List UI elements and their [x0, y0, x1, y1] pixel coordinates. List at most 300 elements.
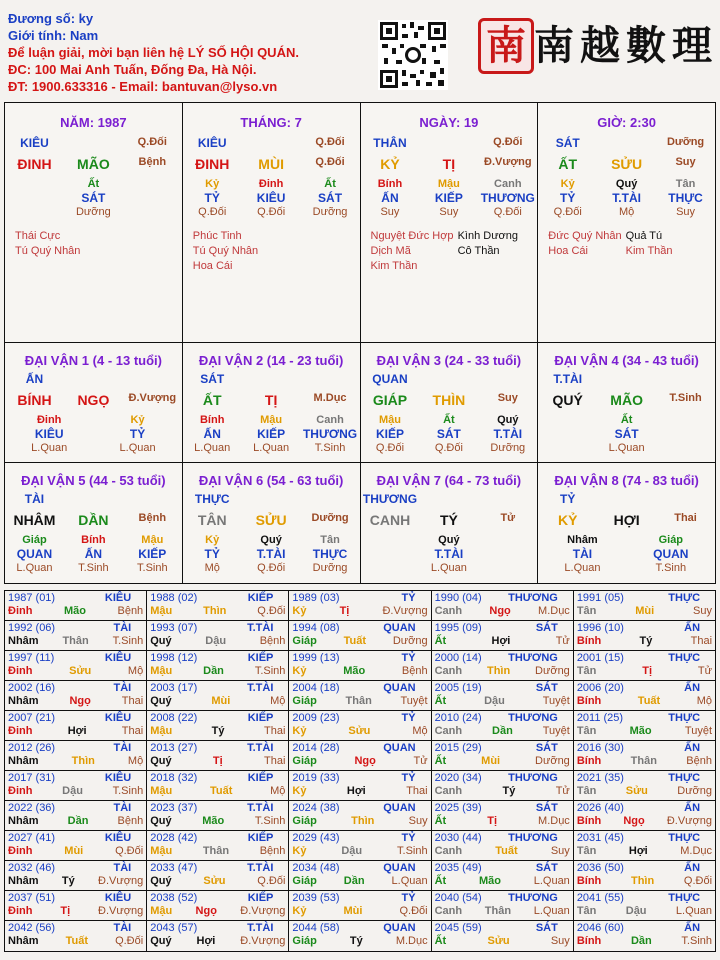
year-label: 2002 (16): [8, 682, 56, 694]
year-branch: Thân: [345, 695, 372, 707]
dai-van-life-stage: Suy: [497, 392, 518, 404]
year-label: 2025 (39): [434, 802, 482, 814]
dai-van-blank: [64, 372, 123, 386]
hidden-note: T.Sinh: [137, 562, 168, 574]
year-stem: Bính: [576, 755, 602, 767]
dai-van-hidden-stems: [5, 534, 182, 546]
year-cell-bottom: [435, 605, 570, 617]
year-cell: [574, 621, 715, 650]
year-branch: Thìn: [71, 755, 95, 767]
dai-van-stem-god: TÀI: [24, 492, 45, 506]
year-cell: [5, 591, 147, 620]
year-cell-bottom: [8, 875, 143, 887]
year-cell: [574, 921, 715, 951]
year-god: THƯƠNG: [508, 772, 558, 784]
dai-van-1: [5, 343, 183, 462]
year-stem: Giáp: [292, 935, 317, 947]
dai-van-5: [5, 463, 183, 583]
year-cell-top: [150, 742, 285, 754]
pillar-star: Thái Cực: [15, 230, 61, 242]
year-cell: [289, 651, 431, 680]
year-life-stage: Dưỡng: [677, 785, 713, 797]
year-label: 2003 (17): [150, 682, 198, 694]
year-label: 2029 (43): [292, 832, 340, 844]
dai-van-4: [538, 343, 715, 462]
year-stem: Ất: [434, 875, 447, 887]
year-stem: Quý: [150, 815, 172, 827]
dai-van-top: [5, 372, 182, 386]
year-life-stage: Suy: [693, 605, 713, 617]
year-god: KIẾP: [247, 712, 274, 724]
year-label: 1996 (10): [576, 622, 624, 634]
year-cell: [574, 681, 715, 710]
year-branch: Mão: [343, 665, 366, 677]
year-god: THỰC: [668, 892, 701, 904]
year-cell: [574, 711, 715, 740]
pillar-branch: TỊ: [442, 156, 456, 172]
year-cell: [289, 621, 431, 650]
dai-van-hidden-stems: [5, 414, 182, 426]
year-stem: Tân: [576, 845, 597, 857]
pillar-hidden-stems: [5, 178, 182, 190]
hidden-stem: Ất: [87, 178, 100, 190]
hidden-stem: Tân: [675, 178, 696, 190]
dai-van-top: [183, 492, 360, 506]
year-branch: Sửu: [69, 665, 92, 677]
year-cell: [289, 681, 431, 710]
pillar-star: Cô Thần: [457, 245, 500, 257]
pillar-top-note: Dưỡng: [666, 136, 705, 148]
year-cell-bottom: [577, 785, 712, 797]
pillar-stem-god: THÂN: [373, 136, 407, 150]
dai-van-top: [361, 372, 538, 386]
hidden-stem: Ất: [620, 414, 633, 426]
year-god: KIẾP: [247, 652, 274, 664]
pillar-stem: ẤT: [558, 156, 578, 172]
year-branch: Ngọ: [623, 815, 645, 827]
dai-van-2: [183, 343, 361, 462]
year-cell: [147, 861, 289, 890]
year-cell-top: [8, 832, 143, 844]
year-branch: Mùi: [211, 695, 231, 707]
pillar-star: Hoa Cái: [548, 245, 588, 257]
year-cell: [574, 651, 715, 680]
year-row: [5, 681, 715, 711]
year-cell-bottom: [577, 725, 712, 737]
hidden-god: QUAN: [653, 547, 689, 561]
dai-van-hidden-notes: [183, 442, 360, 454]
year-branch: Dần: [492, 725, 513, 737]
hidden-stem: Bính: [199, 414, 225, 426]
year-label: 2044 (58): [292, 922, 340, 934]
year-life-stage: Bệnh: [686, 755, 712, 767]
year-god: KIẾP: [247, 832, 274, 844]
dai-van-main: [5, 392, 182, 408]
year-branch: Mão: [202, 815, 225, 827]
year-cell-bottom: [150, 605, 285, 617]
year-life-stage: M.Dục: [538, 605, 570, 617]
dai-van-life-stage: T.Sinh: [669, 392, 702, 404]
year-cell-top: [8, 742, 143, 754]
pillar-stem: KỶ: [380, 156, 400, 172]
year-god: KIÊU: [104, 712, 132, 724]
year-cell-top: [292, 862, 427, 874]
pillar-hidden-gods: [183, 191, 360, 205]
year-cell: [289, 801, 431, 830]
dai-van-blank: [301, 372, 360, 386]
year-cell: [289, 711, 431, 740]
dai-van-branch: TỊ: [264, 392, 278, 408]
dai-van-hidden-notes: [538, 562, 715, 574]
year-life-stage: Tuyệt: [542, 725, 570, 737]
year-cell-top: [292, 622, 427, 634]
year-life-stage: T.Sinh: [254, 665, 286, 677]
dai-van-hidden-notes: [183, 562, 360, 574]
year-cell: [432, 861, 574, 890]
hidden-note: Q.Đối: [493, 206, 522, 218]
year-cell: [432, 921, 574, 951]
dai-van-title: ĐẠI VẬN 1 (4 - 13 tuổi): [24, 353, 162, 368]
year-branch: Thân: [630, 755, 657, 767]
year-god: THỰC: [668, 712, 701, 724]
dai-van-3: [361, 343, 539, 462]
year-branch: Hợi: [196, 935, 216, 947]
dai-van-stem-god: ẤN: [25, 372, 44, 386]
year-cell-top: [435, 772, 570, 784]
pillar-stem: ĐINH: [17, 156, 52, 172]
year-label: 2004 (18): [292, 682, 340, 694]
year-label: 2035 (49): [434, 862, 482, 874]
year-cell: [574, 591, 715, 620]
hidden-note: Mộ: [204, 562, 220, 574]
dai-van-top: [538, 492, 715, 506]
year-life-stage: Tử: [555, 785, 570, 797]
year-cell: [5, 771, 147, 800]
hidden-note: Q.Đối: [553, 206, 582, 218]
hidden-stem: Mậu: [378, 414, 401, 426]
year-god: SÁT: [535, 682, 558, 694]
year-god: ẤN: [684, 802, 701, 814]
year-row: [5, 891, 715, 921]
year-row: [5, 711, 715, 741]
year-god: KIÊU: [104, 892, 132, 904]
dai-van-branch: HỢI: [613, 512, 640, 528]
dai-van-stem: TÂN: [197, 512, 227, 528]
year-stem: Quý: [150, 935, 172, 947]
pillar-blank: [597, 136, 656, 150]
dai-van-hidden-stems: [361, 534, 538, 546]
year-cell-top: [292, 652, 427, 664]
dai-van-hidden-notes: [5, 562, 182, 574]
year-branch: Hợi: [67, 725, 87, 737]
year-god: T.TÀI: [247, 682, 274, 694]
year-stem: Tân: [576, 665, 597, 677]
year-cell: [432, 891, 574, 920]
hidden-stem: Bính: [81, 534, 106, 546]
pillar-main-row: [538, 156, 715, 172]
year-cell-top: [435, 742, 570, 754]
year-cell-top: [8, 592, 143, 604]
year-god: QUAN: [383, 622, 416, 634]
dai-van-blank: [478, 492, 537, 506]
pillar-main-row: [183, 156, 360, 172]
year-life-stage: Tuyệt: [400, 695, 428, 707]
owner-name: Đương số: ky: [8, 11, 94, 26]
year-cell: [574, 861, 715, 890]
pillar-title: NGÀY: 19: [419, 115, 479, 130]
hidden-stem: Canh: [316, 414, 344, 426]
year-branch: Sửu: [487, 935, 510, 947]
year-cell-bottom: [292, 815, 427, 827]
year-stem: Mậu: [150, 605, 173, 617]
year-cell-top: [8, 802, 143, 814]
year-branch: Dần: [630, 935, 652, 947]
dai-van-stem-god: T.TÀI: [553, 372, 583, 386]
dai-van-life-stage: M.Dục: [313, 392, 347, 404]
year-cell: [574, 801, 715, 830]
year-god: TỶ: [401, 772, 416, 784]
pillar-0: [5, 103, 183, 342]
chart-header: [8, 10, 299, 95]
pillar-title: NĂM: 1987: [60, 115, 127, 130]
year-cell: [5, 621, 147, 650]
year-branch: Ngọ: [354, 755, 376, 767]
hidden-stem: Mậu: [437, 178, 460, 190]
year-life-stage: Suy: [550, 845, 570, 857]
year-stem: Ất: [434, 635, 447, 647]
year-cell: [147, 801, 289, 830]
year-cell-bottom: [150, 815, 285, 827]
year-life-stage: Suy: [408, 815, 428, 827]
pillar-stars: [548, 229, 672, 259]
year-cell: [574, 891, 715, 920]
year-cell-bottom: [292, 755, 427, 767]
year-label: 2009 (23): [292, 712, 340, 724]
year-cell-top: [150, 592, 285, 604]
year-branch: Tý: [349, 935, 363, 947]
year-cell-bottom: [8, 605, 143, 617]
year-row: [5, 861, 715, 891]
year-cell: [289, 831, 431, 860]
year-stem: Giáp: [292, 695, 317, 707]
dai-van-main: [361, 512, 538, 528]
year-life-stage: Q.Đối: [115, 845, 144, 857]
year-stem: Nhâm: [8, 935, 39, 947]
year-label: 2028 (42): [150, 832, 198, 844]
year-god: THỰC: [668, 652, 701, 664]
year-god: ẤN: [684, 922, 701, 934]
dai-van-blank: [597, 492, 656, 506]
year-cell-bottom: [577, 665, 712, 677]
year-stem: Canh: [434, 785, 463, 797]
year-life-stage: Bệnh: [401, 665, 428, 677]
year-row: [5, 921, 715, 951]
year-life-stage: Thai: [406, 785, 428, 797]
year-god: TÀI: [113, 742, 132, 754]
year-god: ẤN: [684, 682, 701, 694]
gender-label: Giới tính:: [8, 28, 67, 43]
year-god: TỶ: [401, 592, 416, 604]
year-god: T.TÀI: [247, 922, 274, 934]
year-cell-top: [577, 622, 712, 634]
hidden-stem: Quý: [438, 534, 460, 546]
year-cell-bottom: [150, 845, 285, 857]
year-god: THƯƠNG: [508, 652, 558, 664]
year-god: SÁT: [535, 802, 558, 814]
year-cell-bottom: [435, 665, 570, 677]
year-stem: Giáp: [292, 755, 317, 767]
dai-van-hidden-stems: [183, 534, 360, 546]
year-stem: Ất: [434, 755, 447, 767]
year-label: 2040 (54): [434, 892, 482, 904]
year-stem: Quý: [150, 635, 172, 647]
year-cell-bottom: [577, 905, 712, 917]
dai-van-hidden-notes: [5, 442, 182, 454]
year-row: [5, 591, 715, 621]
year-cell-bottom: [435, 785, 570, 797]
year-god: THƯƠNG: [508, 832, 558, 844]
year-cell-top: [292, 922, 427, 934]
year-cell: [432, 651, 574, 680]
year-branch: Dần: [67, 815, 89, 827]
pillar-branch: SỬU: [611, 156, 643, 172]
dai-van-title: ĐẠI VẬN 7 (64 - 73 tuổi): [376, 473, 522, 488]
year-branch: Tị: [487, 815, 498, 827]
year-cell-top: [150, 772, 285, 784]
dai-van-stem: BÍNH: [17, 392, 52, 408]
pillar-branch: MÃO: [77, 156, 110, 172]
hidden-note: Dưỡng: [312, 562, 348, 574]
year-life-stage: Mộ: [696, 695, 713, 707]
year-cell: [147, 711, 289, 740]
year-label: 2023 (37): [150, 802, 198, 814]
year-cell-bottom: [577, 635, 712, 647]
year-stem: Tân: [576, 785, 597, 797]
hidden-note: L.Quan: [16, 562, 53, 574]
hidden-god: KIÊU: [256, 191, 286, 205]
pillar-life-stage: Suy: [675, 156, 696, 168]
hidden-god: SÁT: [436, 427, 461, 441]
year-cell: [147, 621, 289, 650]
pillar-hidden-notes: [183, 206, 360, 218]
year-cell-top: [8, 682, 143, 694]
year-label: 2038 (52): [150, 892, 198, 904]
year-branch: Mùi: [481, 755, 501, 767]
pillar-life-stage: Bệnh: [138, 156, 167, 168]
phone-email-line: ĐT: 1900.633316 - Email: bantuvan@lyso.vn: [8, 79, 278, 94]
year-god: QUAN: [383, 742, 416, 754]
year-cell-top: [150, 862, 285, 874]
year-branch: Thìn: [486, 665, 511, 677]
dai-van-hidden-stems: [183, 414, 360, 426]
year-god: QUAN: [383, 682, 416, 694]
year-branch: Mùi: [343, 905, 363, 917]
year-label: 2046 (60): [576, 922, 624, 934]
year-cell-bottom: [8, 815, 143, 827]
year-label: 1991 (05): [576, 592, 624, 604]
dai-van-branch: SỬU: [255, 512, 287, 528]
year-life-stage: Tử: [555, 635, 570, 647]
dai-van-title: ĐẠI VẬN 5 (44 - 53 tuổi): [21, 473, 166, 488]
pillar-hidden-stems: [361, 178, 538, 190]
year-label: 2021 (35): [576, 772, 624, 784]
hidden-god: TỶ: [204, 191, 220, 205]
year-branch: Thân: [484, 905, 512, 917]
year-label: 2017 (31): [8, 772, 56, 784]
year-life-stage: T.Sinh: [681, 935, 712, 947]
year-stem: Giáp: [292, 875, 317, 887]
year-cell: [5, 861, 147, 890]
year-stem: Canh: [434, 845, 463, 857]
year-cell-bottom: [150, 935, 285, 947]
pillar-life-stage: Đ.Vượng: [484, 156, 532, 168]
year-life-stage: M.Dục: [538, 815, 570, 827]
year-god: TÀI: [113, 622, 132, 634]
year-cell-top: [150, 622, 285, 634]
year-label: 2022 (36): [8, 802, 56, 814]
year-branch: Dậu: [625, 905, 647, 917]
dai-van-7: [361, 463, 539, 583]
year-life-stage: Đ.Vượng: [98, 905, 144, 917]
year-label: 2020 (34): [434, 772, 482, 784]
year-cell-top: [8, 772, 143, 784]
year-cell-bottom: [435, 935, 570, 947]
year-cell-top: [150, 652, 285, 664]
year-cell: [147, 591, 289, 620]
hidden-note: Suy: [439, 206, 459, 218]
year-god: SÁT: [535, 922, 558, 934]
year-branch: Hợi: [491, 635, 511, 647]
year-cell-bottom: [8, 665, 143, 677]
dai-van-hidden-stems: [361, 414, 538, 426]
year-god: THƯƠNG: [508, 592, 558, 604]
year-cell-top: [8, 892, 143, 904]
year-row: [5, 771, 715, 801]
hidden-god: THỰC: [668, 191, 703, 205]
dai-van-top: [5, 492, 182, 506]
year-cell: [574, 771, 715, 800]
year-life-stage: L.Quan: [533, 905, 570, 917]
year-life-stage: Thai: [121, 695, 144, 707]
year-god: TỶ: [401, 892, 416, 904]
year-life-stage: Đ.Vượng: [240, 935, 286, 947]
year-cell-top: [577, 862, 712, 874]
pillar-stars: [371, 229, 519, 274]
year-cell-bottom: [435, 875, 570, 887]
dai-van-title: ĐẠI VẬN 4 (34 - 43 tuổi): [554, 353, 699, 368]
hidden-god: ẤN: [203, 427, 221, 441]
year-cell-bottom: [435, 635, 570, 647]
year-life-stage: Bệnh: [259, 635, 286, 647]
year-stem: Bính: [576, 695, 602, 707]
year-life-stage: Dưỡng: [535, 665, 570, 677]
year-cell-bottom: [292, 605, 427, 617]
pillar-star: Kình Dương: [457, 230, 519, 242]
year-cell-bottom: [150, 755, 285, 767]
year-cell-top: [577, 832, 712, 844]
year-life-stage: L.Quan: [675, 905, 712, 917]
year-label: 2037 (51): [8, 892, 56, 904]
year-god: KIẾP: [247, 892, 274, 904]
year-stem: Mậu: [150, 785, 173, 797]
pillar-hidden-notes: [361, 206, 538, 218]
year-label: 2024 (38): [292, 802, 340, 814]
hidden-note: L.Quan: [119, 442, 156, 454]
year-cell-bottom: [150, 875, 285, 887]
year-god: KIÊU: [104, 772, 132, 784]
year-cell: [147, 921, 289, 951]
year-cell: [5, 891, 147, 920]
